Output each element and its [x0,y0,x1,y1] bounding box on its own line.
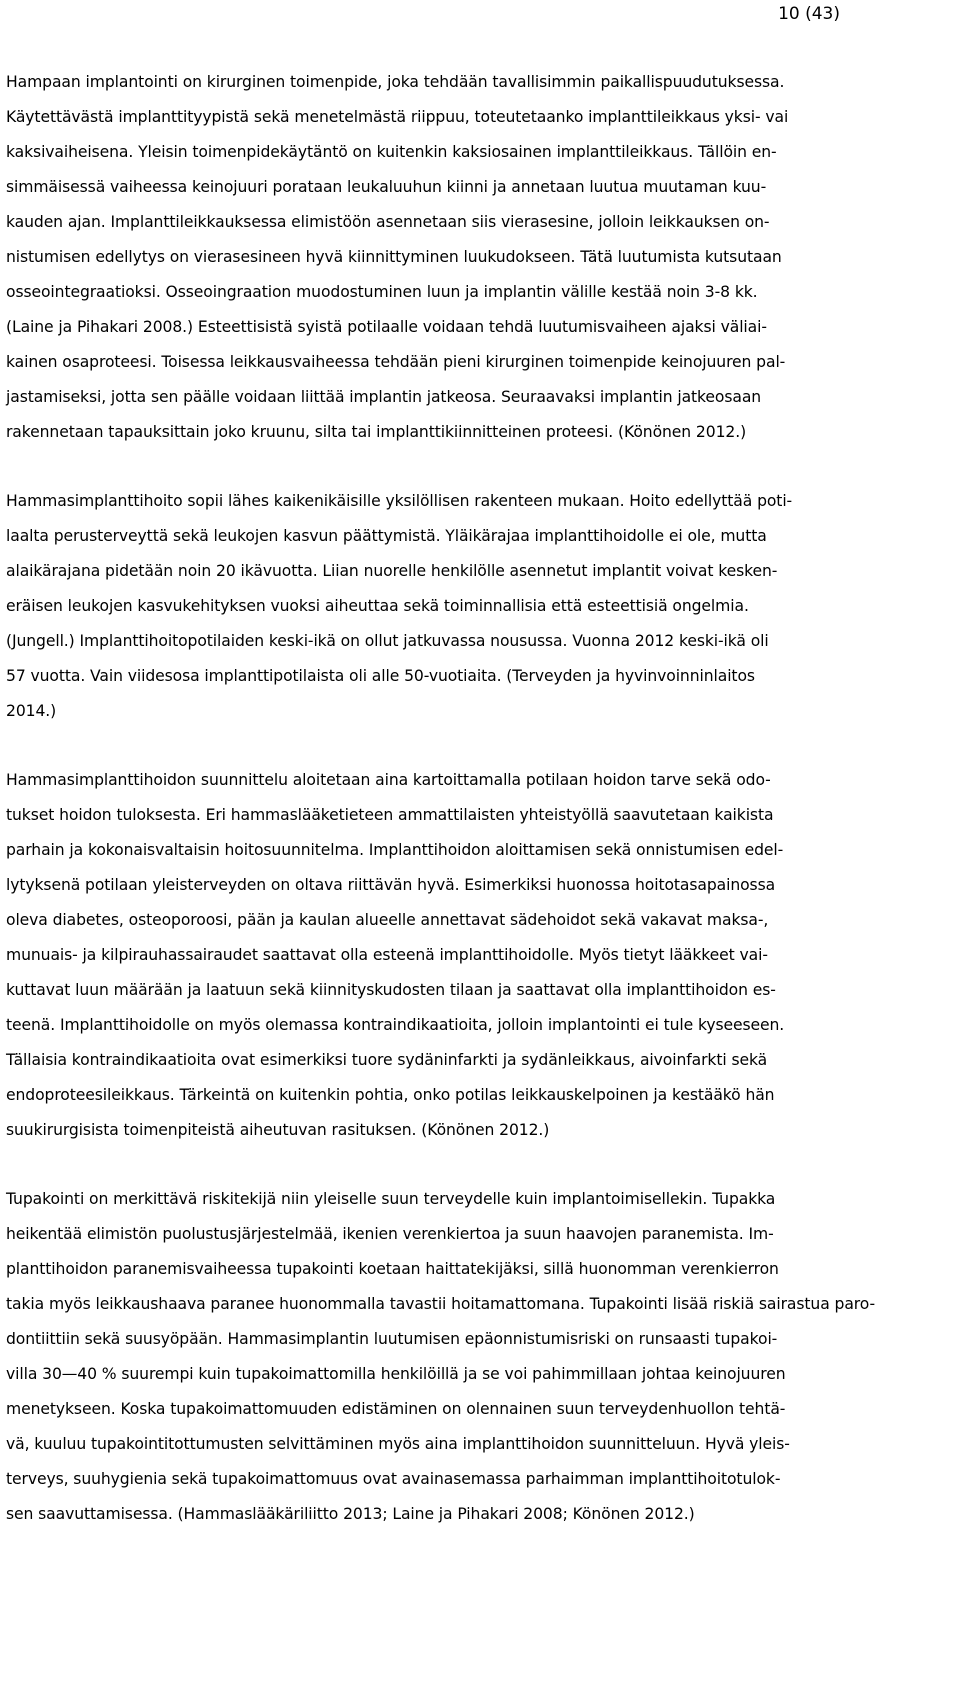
paragraph-gap [0,729,960,763]
text-line: munuais- ja kilpirauhassairaudet saattavat olla esteenä implanttihoidolle. Myös tietyt lääkkeet vai- [6,946,768,964]
text-line: eräisen leukojen kasvukehityksen vuoksi aiheuttaa sekä toiminnallisia että esteettisiä ongelmia. [6,597,749,615]
text-line: osseointegraatioksi. Osseoingraation muodostuminen luun ja implantin välille kestää noin 3-8 kk. [6,283,758,301]
text-line: kuttavat luun määrään ja laatuun sekä kiinnityskudosten tilaan ja saattavat olla implanttihoidon es- [6,981,776,999]
paragraph-1 [0,65,960,450]
text-line: teenä. Implanttihoidolle on myös olemassa kontraindikaatioita, jolloin implantointi ei tule kyseeseen. [6,1016,785,1034]
text-line: villa 30—40 % suurempi kuin tupakoimattomilla henkilöillä ja se voi pahimmillaan johtaa keinojuuren [6,1365,786,1383]
text-line: dontiittiin sekä suusyöpään. Hammasimplantin luutumisen epäonnistumisriski on runsaasti tupakoi- [6,1330,778,1348]
paragraph-gap [0,1148,960,1182]
text-line: oleva diabetes, osteoporoosi, pään ja kaulan alueelle annettavat sädehoidot sekä vakavat maksa-, [6,911,769,929]
text-line: (Jungell.) Implanttihoitopotilaiden keski-ikä on ollut jatkuvassa nousussa. Vuonna 2012 keski-ikä oli [6,632,769,650]
page-number: 10 (43) [778,4,840,24]
text-line: 2014.) [6,702,57,720]
text-line: parhain ja kokonaisvaltaisin hoitosuunnitelma. Implanttihoidon aloittamisen sekä onnistumisen edel- [6,841,784,859]
text-line: kaksivaiheisena. Yleisin toimenpidekäytäntö on kuitenkin kaksiosainen implanttileikkaus. Tällöin en- [6,143,777,161]
paragraph-gap [0,450,960,484]
text-line: nistumisen edellytys on vierasesineen hyvä kiinnittyminen luukudokseen. Tätä luutumista kutsutaan [6,248,782,266]
text-line: endoproteesileikkaus. Tärkeintä on kuitenkin pohtia, onko potilas leikkauskelpoinen ja kestääkö hän [6,1086,775,1104]
text-line: suukirurgisista toimenpiteistä aiheutuvan rasituksen. (Könönen 2012.) [6,1121,550,1139]
text-line: planttihoidon paranemisvaiheessa tupakointi koetaan haittatekijäksi, sillä huonomman verenkierron [6,1260,779,1278]
paragraph-3 [0,763,960,1148]
text-line: heikentää elimistön puolustusjärjestelmää, ikenien verenkiertoa ja suun haavojen paranemista. Im- [6,1225,774,1243]
text-line: sen saavuttamisessa. (Hammaslääkäriliitto 2013; Laine ja Pihakari 2008; Könönen 2012.) [6,1505,695,1523]
body-text [0,65,960,1532]
text-line: takia myös leikkaushaava paranee huonommalla tavastii hoitamattomana. Tupakointi lisää riskiä sairastua paro- [6,1295,875,1313]
text-line: Hammasimplanttihoidon suunnittelu aloitetaan aina kartoittamalla potilaan hoidon tarve sekä odo- [6,771,771,789]
text-line: alaikärajana pidetään noin 20 ikävuotta. Liian nuorelle henkilölle asennetut implantit voivat kesken- [6,562,778,580]
text-line: laalta perusterveyttä sekä leukojen kasvun päättymistä. Yläikärajaa implanttihoidolle ei ole, mutta [6,527,767,545]
paragraph-4 [0,1182,960,1532]
text-line: Hampaan implantointi on kirurginen toimenpide, joka tehdään tavallisimmin paikallispuudutuksessa. [6,73,785,91]
text-line: rakennetaan tapauksittain joko kruunu, silta tai implanttikiinnitteinen proteesi. (Könönen 2012.) [6,423,747,441]
text-line: kauden ajan. Implanttileikkauksessa elimistöön asennetaan siis vierasesine, jolloin leikkauksen on- [6,213,770,231]
text-line: simmäisessä vaiheessa keinojuuri porataan leukaluuhun kiinni ja annetaan luutua muutaman kuu- [6,178,767,196]
text-line: jastamiseksi, jotta sen päälle voidaan liittää implantin jatkeosa. Seuraavaksi implantin jatkeosaan [6,388,762,406]
text-line: Hammasimplanttihoito sopii lähes kaikenikäisille yksilöllisen rakenteen mukaan. Hoito edellyttää poti- [6,492,793,510]
text-line: menetykseen. Koska tupakoimattomuuden edistäminen on olennainen suun terveydenhuollon tehtä- [6,1400,786,1418]
text-line: Käytettävästä implanttityypistä sekä menetelmästä riippuu, toteutetaanko implanttileikkaus yksi- vai [6,108,789,126]
text-line: (Laine ja Pihakari 2008.) Esteettisistä syistä potilaalle voidaan tehdä luutumisvaiheen ajaksi väliai- [6,318,767,336]
text-line: Tällaisia kontraindikaatioita ovat esimerkiksi tuore sydäninfarkti ja sydänleikkaus, aivoinfarkti sekä [6,1051,768,1069]
text-line: lytyksenä potilaan yleisterveyden on oltava riittävän hyvä. Esimerkiksi huonossa hoitotasapainossa [6,876,776,894]
text-line: terveys, suuhygienia sekä tupakoimattomuus ovat avainasemassa parhaimman implanttihoitotulok- [6,1470,781,1488]
text-line: Tupakointi on merkittävä riskitekijä niin yleiselle suun terveydelle kuin implantoimisellekin. Tupakka [6,1190,776,1208]
text-line: kainen osaproteesi. Toisessa leikkausvaiheessa tehdään pieni kirurginen toimenpide keinojuuren pal- [6,353,786,371]
text-line: tukset hoidon tuloksesta. Eri hammaslääketieteen ammattilaisten yhteistyöllä saavutetaan kaikista [6,806,774,824]
text-line: vä, kuuluu tupakointitottumusten selvittäminen myös aina implanttihoidon suunnitteluun. Hyvä yleis- [6,1435,790,1453]
text-line: 57 vuotta. Vain viidesosa implanttipotilaista oli alle 50-vuotiaita. (Terveyden ja hyvinvoinninlaitos [6,667,755,685]
paragraph-2 [0,484,960,729]
